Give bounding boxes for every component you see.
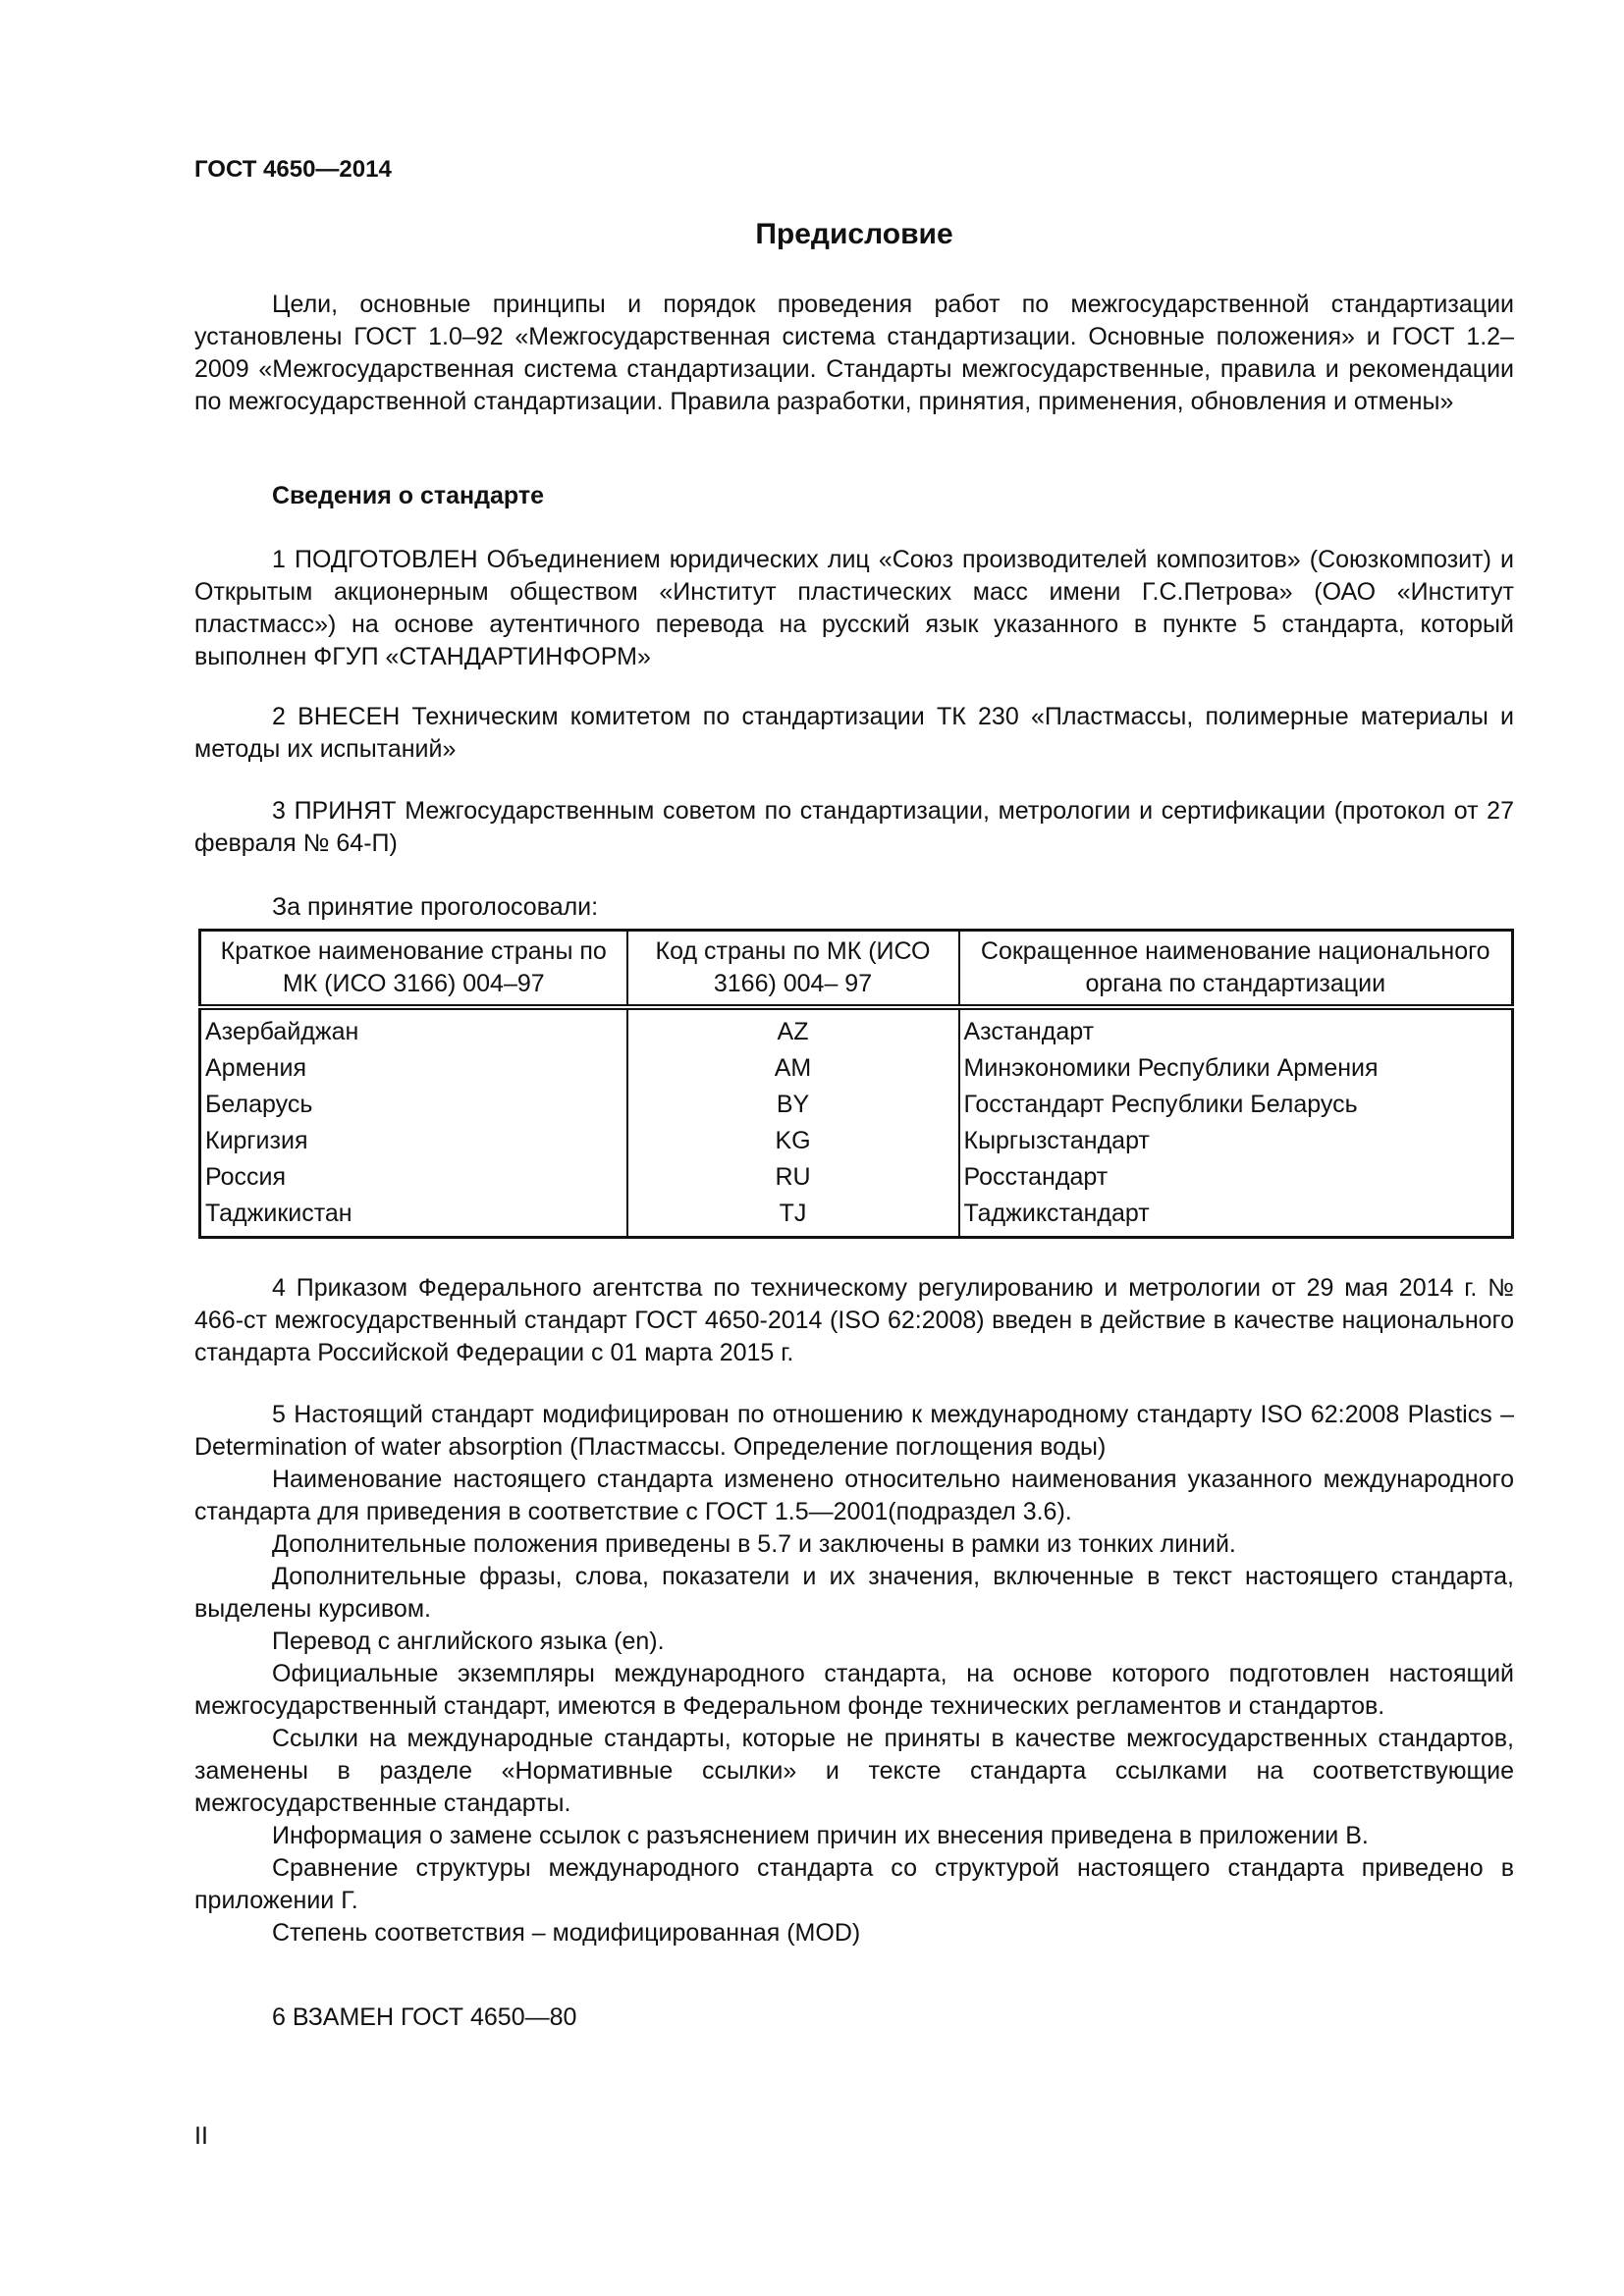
cell-agency: Госстандарт Республики Беларусь [959, 1087, 1513, 1123]
voting-table [198, 929, 1514, 1239]
table-row [200, 1050, 1513, 1087]
cell-code: BY [627, 1087, 959, 1123]
table-row [200, 1196, 1513, 1238]
item-1-paragraph: 1 ПОДГОТОВЛЕН Объединением юридических лиц «Союз производителей композитов» (Союзкомпозит) и Открытым акционерным обществом «Институт пластических масс имени Г.С.Петрова» (ОАО «Институт пластмасс») на основе аутентичного перевода на русский язык указанного в пункте 5 стандарта, который выполнен ФГУП «СТАНДАРТИНФОРМ» [194, 546, 1514, 670]
cell-country: Азербайджан [205, 1018, 359, 1045]
table-header-row [200, 931, 1513, 1008]
cell-agency: Таджикстандарт [959, 1196, 1513, 1238]
item-5-paragraph: Информация о замене ссылок с разъяснением причин их внесения приведена в приложении В. [272, 1822, 1369, 1849]
item-5-paragraph: Дополнительные фразы, слова, показатели и их значения, включенные в текст настоящего стандарта, выделены курсивом. [194, 1563, 1514, 1623]
cell-code: TJ [627, 1196, 959, 1238]
column-header-country: Краткое наименование страны по МК (ИСО 3166) 004–97 [200, 931, 627, 1008]
section-heading: Сведения о стандарте [272, 482, 545, 509]
page-number: II [194, 2122, 208, 2150]
item-3-paragraph: 3 ПРИНЯТ Межгосударственным советом по стандартизации, метрологии и сертификации (протокол от 27 февраля № 64-П) [194, 797, 1514, 857]
table-row [200, 1159, 1513, 1196]
item-5-paragraph: Перевод с английского языка (en). [272, 1628, 665, 1655]
cell-agency: Азстандарт [959, 1007, 1513, 1050]
item-4-paragraph: 4 Приказом Федерального агентства по техническому регулированию и метрологии от 29 мая 2014 г. № 466-ст межгосударственный стандарт ГОСТ 4650-2014 (ISO 62:2008) введен в действие в качестве национального стандарта Российской Федерации с 01 марта 2015 г. [194, 1274, 1514, 1366]
table-row [200, 1123, 1513, 1159]
cell-code: AM [627, 1050, 959, 1087]
cell-country: Армения [205, 1054, 306, 1082]
cell-country: Россия [205, 1163, 286, 1191]
cell-agency: Минэкономики Республики Армения [959, 1050, 1513, 1087]
cell-code: RU [627, 1159, 959, 1196]
cell-country: Таджикистан [205, 1200, 352, 1227]
page-title: Предисловие [755, 218, 953, 250]
item-5-paragraph: Официальные экземпляры международного стандарта, на основе которого подготовлен настоящий межгосударственный стандарт, имеются в Федеральном фонде технических регламентов и стандартов. [194, 1660, 1514, 1720]
cell-agency: Кыргызстандарт [959, 1123, 1513, 1159]
item-5-section [194, 1399, 1514, 1949]
item-5-paragraph: Дополнительные положения приведены в 5.7 и заключены в рамки из тонких линий. [272, 1530, 1236, 1558]
item-6-paragraph: 6 ВЗАМЕН ГОСТ 4650—80 [272, 2003, 577, 2031]
table-row [200, 1087, 1513, 1123]
item-5-paragraph: 5 Настоящий стандарт модифицирован по отношению к международному стандарту ISO 62:2008 Plastics – Determination of water absorption (Пластмассы. Определение поглощения воды) [194, 1401, 1514, 1461]
cell-code: KG [627, 1123, 959, 1159]
table-row [200, 1007, 1513, 1050]
item-5-paragraph: Сравнение структуры международного стандарта со структурой настоящего стандарта приведено в приложении Г. [194, 1854, 1514, 1914]
item-5-paragraph: Ссылки на международные стандарты, которые не приняты в качестве межгосударственных стандартов, заменены в разделе «Нормативные ссылки» и тексте стандарта ссылками на соответствующие межгосударственные стандарты. [194, 1725, 1514, 1817]
item-5-paragraph: Степень соответствия – модифицированная (MOD) [272, 1919, 861, 1947]
item-5-paragraph: Наименование настоящего стандарта изменено относительно наименования указанного международного стандарта для приведения в соответствие с ГОСТ 1.5—2001(подраздел 3.6). [194, 1466, 1514, 1525]
column-header-code: Код страны по МК (ИСО 3166) 004– 97 [627, 931, 959, 1008]
document-header: ГОСТ 4650—2014 [194, 156, 392, 183]
vote-label: За принятие проголосовали: [272, 893, 599, 921]
cell-country: Беларусь [205, 1091, 313, 1118]
intro-paragraph: Цели, основные принципы и порядок проведения работ по межгосударственной стандартизации установлены ГОСТ 1.0–92 «Межгосударственная система стандартизации. Основные положения» и ГОСТ 1.2–2009 «Межгосударственная система стандартизации. Стандарты межгосударственные, правила и рекомендации по межгосударственной стандартизации. Правила разработки, принятия, применения, обновления и отмены» [194, 291, 1514, 415]
cell-agency: Росстандарт [959, 1159, 1513, 1196]
item-2-paragraph: 2 ВНЕСЕН Техническим комитетом по стандартизации ТК 230 «Пластмассы, полимерные материалы и методы их испытаний» [194, 703, 1514, 763]
cell-country: Киргизия [205, 1127, 308, 1154]
column-header-agency: Сокращенное наименование национального органа по стандартизации [959, 931, 1513, 1008]
cell-code: AZ [627, 1007, 959, 1050]
